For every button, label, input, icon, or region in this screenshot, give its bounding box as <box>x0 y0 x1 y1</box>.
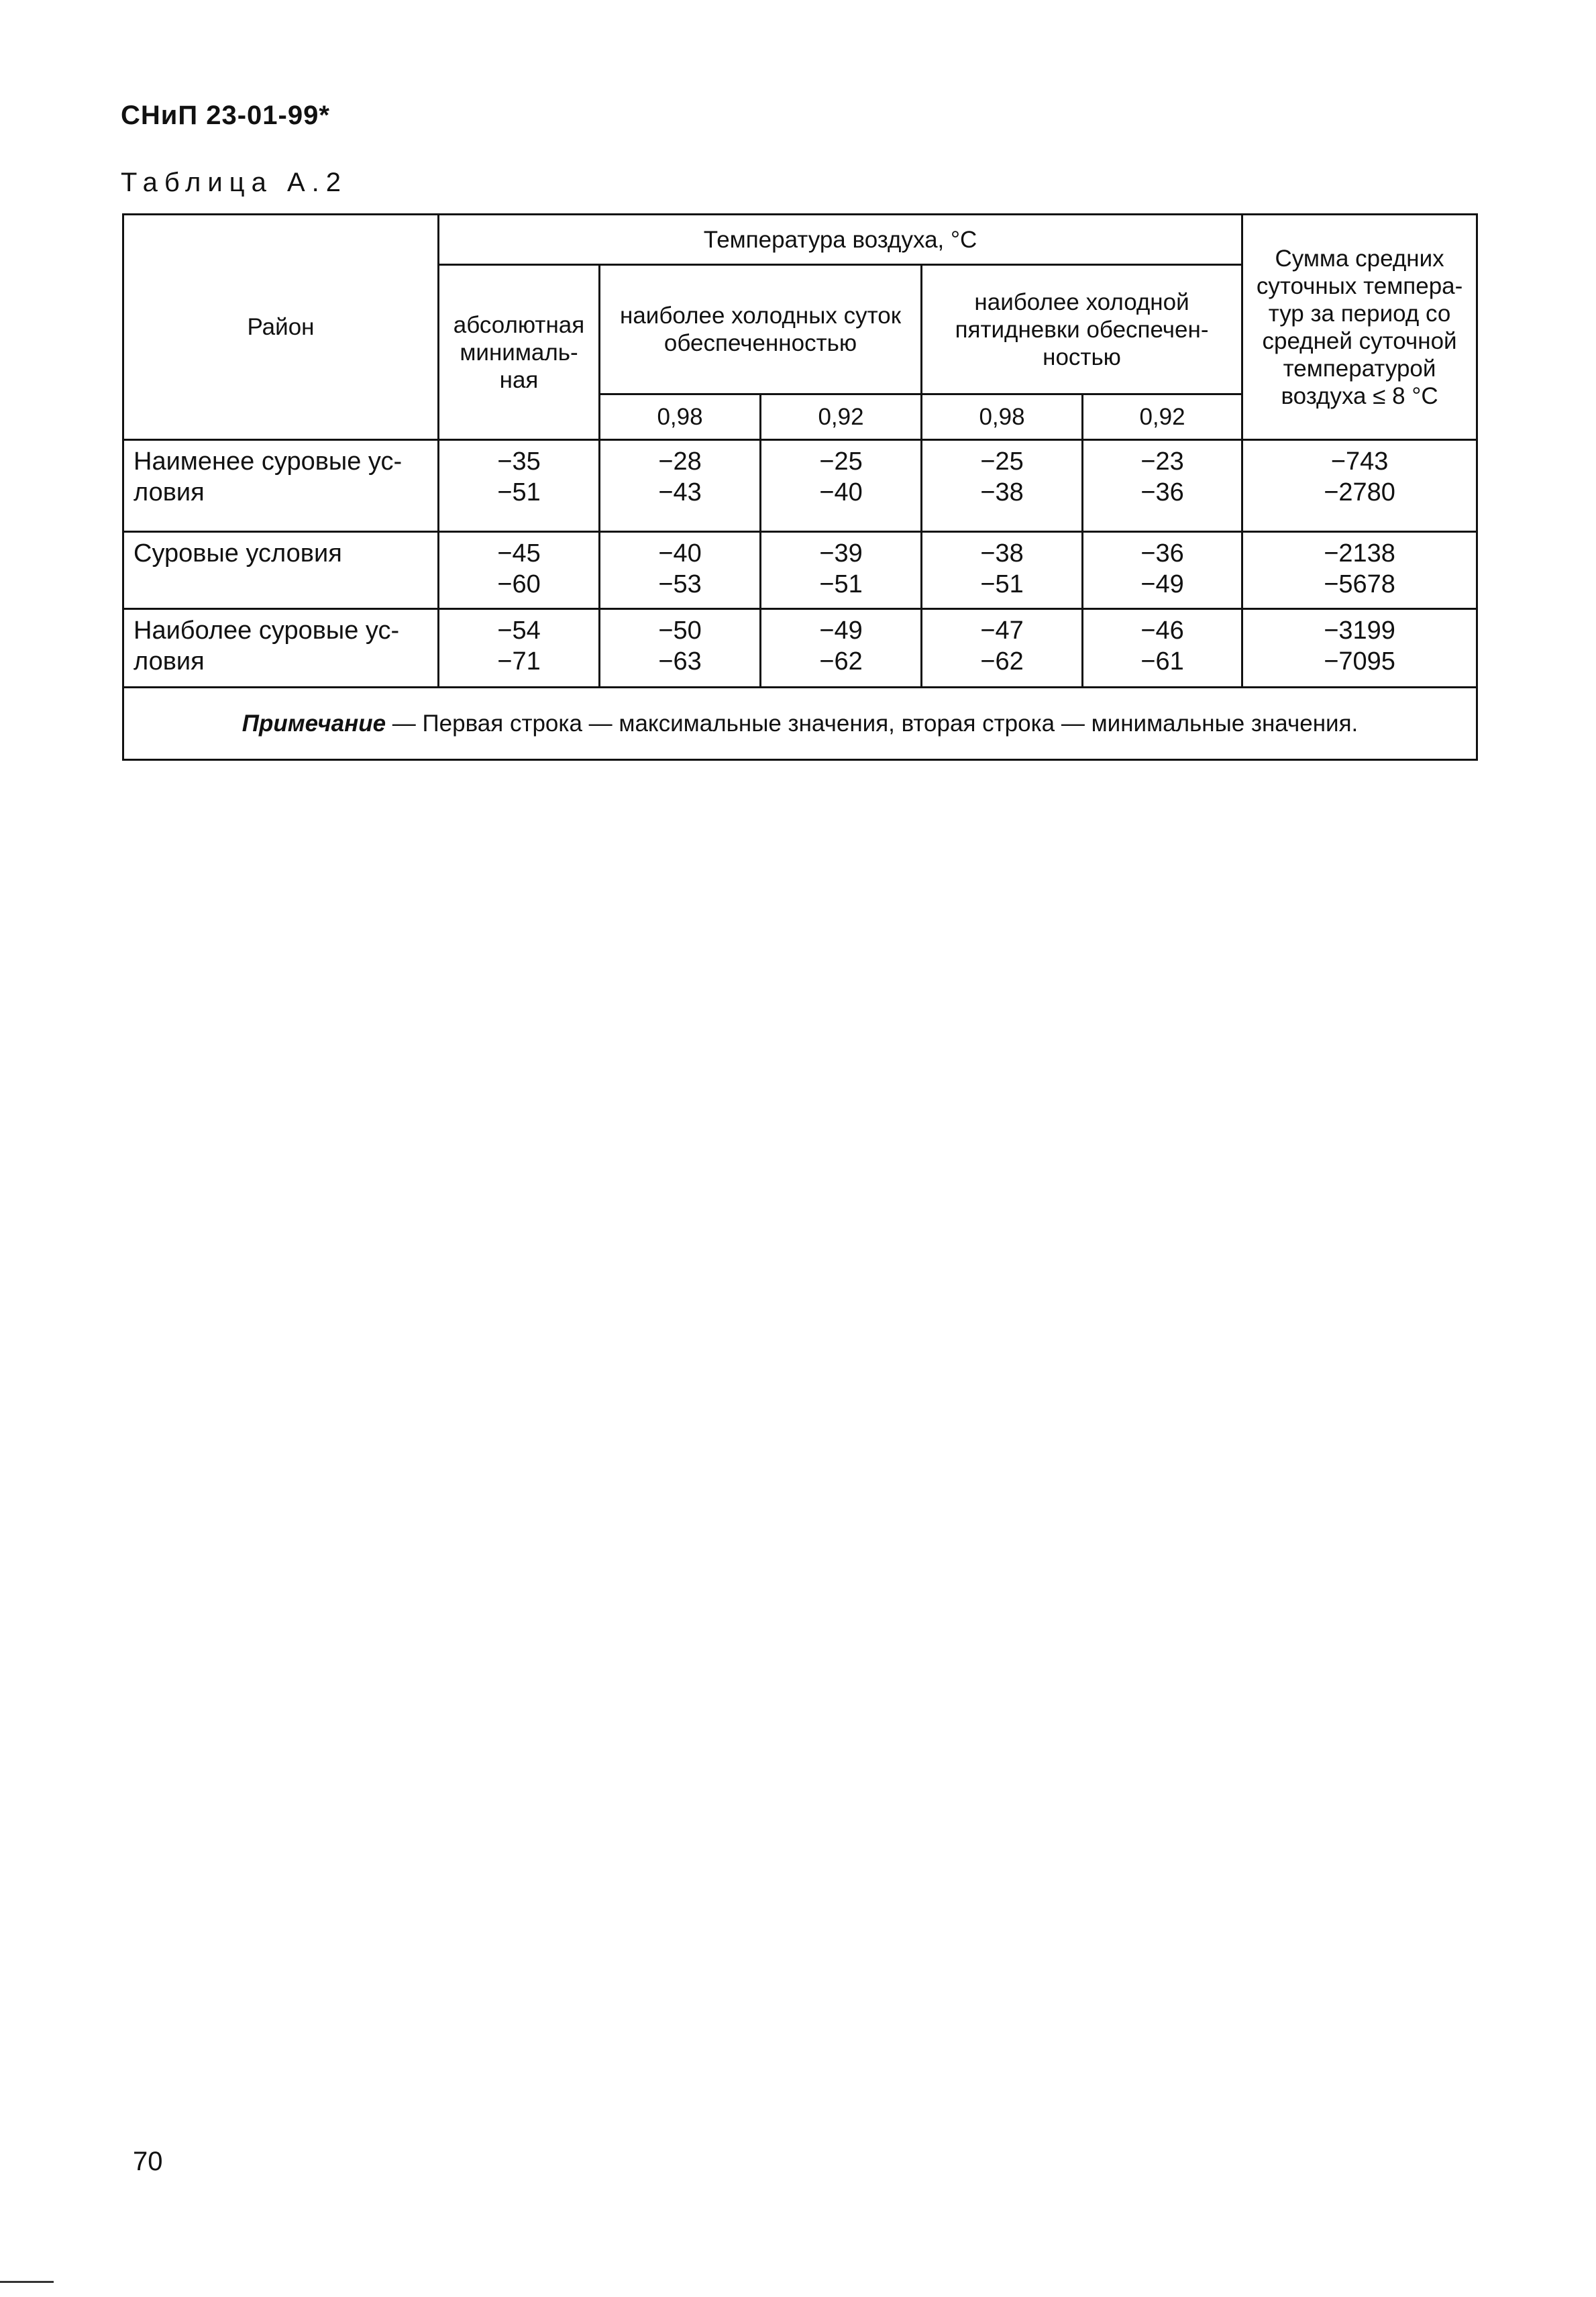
table-row <box>123 440 1477 532</box>
note-text: — Первая строка — максимальные значения, вторая строка — минимальные значения. <box>386 710 1359 737</box>
abs-min-cell <box>439 440 600 532</box>
max-value: −36 <box>1140 539 1184 568</box>
five-day-092-cell <box>1083 609 1242 688</box>
five-day-098-cell <box>922 609 1083 688</box>
max-value: −35 <box>497 447 541 476</box>
days-098-cell <box>600 440 761 532</box>
min-value: −60 <box>497 570 541 598</box>
min-value: −36 <box>1140 478 1184 506</box>
min-value: −62 <box>980 647 1024 676</box>
abs-min-cell <box>439 609 600 688</box>
days-092-cell <box>761 440 922 532</box>
header-region: Район <box>123 215 439 440</box>
sum-cell <box>1242 532 1477 609</box>
five-day-098-cell <box>922 532 1083 609</box>
min-value: −63 <box>658 647 702 676</box>
min-value: −53 <box>658 570 702 598</box>
max-value: −39 <box>819 539 863 568</box>
header-sum-temperatures: Сумма средних суточных темпера-тур за период со средней суточной температурой воздуха ≤ 8 °С <box>1242 215 1477 440</box>
days-098-cell <box>600 532 761 609</box>
max-value: −40 <box>658 539 702 568</box>
header-coldest-five-day: наиболее холодной пятидневки обеспечен-ностью <box>922 265 1242 394</box>
page-number: 70 <box>133 2147 163 2176</box>
five-day-092-cell <box>1083 532 1242 609</box>
min-value: −71 <box>497 647 541 676</box>
five-day-098-cell <box>922 440 1083 532</box>
max-value: −743 <box>1330 447 1389 476</box>
table-caption: Таблица А.2 <box>121 168 348 197</box>
table-row <box>123 532 1477 609</box>
days-092-cell <box>761 609 922 688</box>
header-probability: 0,98 <box>922 394 1083 440</box>
header-absolute-minimum: абсолютная минималь-ная <box>439 265 600 440</box>
max-value: −47 <box>980 617 1024 645</box>
days-098-cell <box>600 609 761 688</box>
max-value: −25 <box>980 447 1024 476</box>
max-value: −45 <box>497 539 541 568</box>
min-value: −40 <box>819 478 863 506</box>
min-value: −2780 <box>1324 478 1395 506</box>
max-value: −23 <box>1140 447 1184 476</box>
table-note <box>123 688 1477 760</box>
max-value: −2138 <box>1324 539 1395 568</box>
region-cell: Наиболее суровые ус-ловия <box>123 609 439 688</box>
min-value: −5678 <box>1324 570 1395 598</box>
max-value: −3199 <box>1324 617 1395 645</box>
five-day-092-cell <box>1083 440 1242 532</box>
header-probability: 0,98 <box>600 394 761 440</box>
max-value: −50 <box>658 617 702 645</box>
abs-min-cell <box>439 532 600 609</box>
region-cell: Суровые условия <box>123 532 439 609</box>
note-row <box>123 688 1477 760</box>
note-label: Примечание <box>242 710 386 737</box>
header-probability: 0,92 <box>761 394 922 440</box>
min-value: −7095 <box>1324 647 1395 676</box>
scan-edge-mark <box>0 2281 54 2283</box>
document-code: СНиП 23-01-99* <box>121 101 330 130</box>
min-value: −51 <box>497 478 541 506</box>
min-value: −38 <box>980 478 1024 506</box>
header-probability: 0,92 <box>1083 394 1242 440</box>
min-value: −51 <box>980 570 1024 598</box>
temperature-table <box>122 213 1478 761</box>
header-coldest-days: наиболее холодных суток обеспеченностью <box>600 265 922 394</box>
min-value: −49 <box>1140 570 1184 598</box>
region-cell: Наименее суровые ус-ловия <box>123 440 439 532</box>
max-value: −28 <box>658 447 702 476</box>
max-value: −38 <box>980 539 1024 568</box>
min-value: −62 <box>819 647 863 676</box>
min-value: −51 <box>819 570 863 598</box>
min-value: −61 <box>1140 647 1184 676</box>
days-092-cell <box>761 532 922 609</box>
header-air-temperature: Температура воздуха, °С <box>439 215 1242 265</box>
max-value: −25 <box>819 447 863 476</box>
max-value: −49 <box>819 617 863 645</box>
sum-cell <box>1242 440 1477 532</box>
min-value: −43 <box>658 478 702 506</box>
table-row <box>123 609 1477 688</box>
sum-cell <box>1242 609 1477 688</box>
max-value: −54 <box>497 617 541 645</box>
max-value: −46 <box>1140 617 1184 645</box>
